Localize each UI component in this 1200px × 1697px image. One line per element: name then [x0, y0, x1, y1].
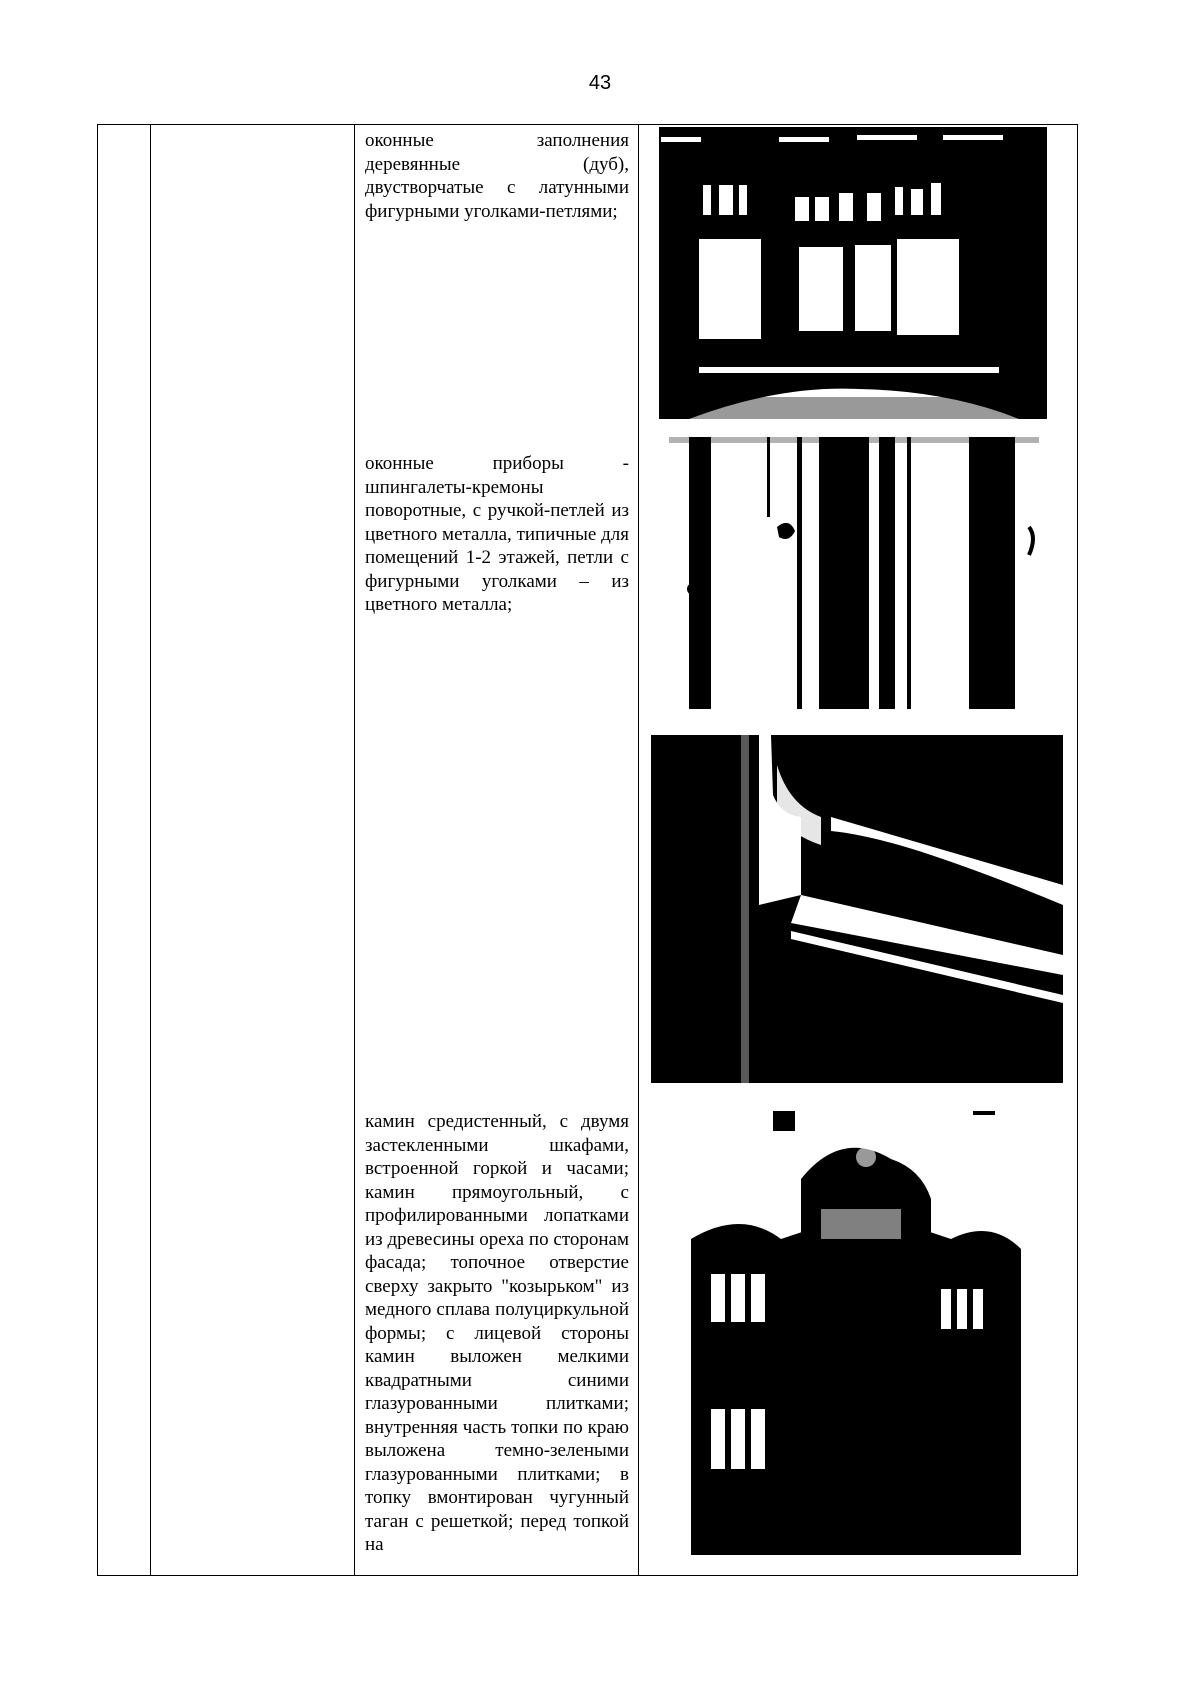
page-number: 43: [588, 72, 612, 94]
description-table: [97, 124, 1078, 1576]
description-window-fillings: оконные заполнения деревянные (дуб), двустворчатые с латунными фигурными уголками-петлями;: [365, 130, 629, 222]
description-window-hardware: оконные приборы - шпингалеты-кремоны поворотные, с ручкой-петлей из цветного металла, типичные для помещений 1-2 этажей, петли с фигурными уголками – из цветного металла;: [365, 453, 629, 615]
window-latch-photo-icon: [669, 437, 1039, 709]
number-cell: [98, 125, 151, 1576]
name-cell: [151, 125, 355, 1576]
window-sill-photo-icon: [651, 735, 1063, 1083]
bay-window-photo-icon: [659, 127, 1047, 419]
description-cell: [355, 125, 639, 1576]
fireplace-cabinet-photo-icon: [691, 1109, 1021, 1555]
photo-cell: [639, 125, 1078, 1576]
table-row: [98, 125, 1078, 1576]
description-fireplace: камин средистенный, с двумя застекленными шкафами, встроенной горкой и часами; камин прямоугольный, с профилированными лопатками из древесины ореха по сторонам фасада; топочное отверстие сверху закрыто "козырьком" из медного сплава полуциркульной формы; с лицевой стороны камин выложен мелкими квадратными синими глазурованными плитками; внутренняя часть топки по краю выложена темно-зелеными глазурованными плитками; в топку вмонтирован чугунный таган с решеткой; перед топкой на: [365, 1111, 629, 1555]
